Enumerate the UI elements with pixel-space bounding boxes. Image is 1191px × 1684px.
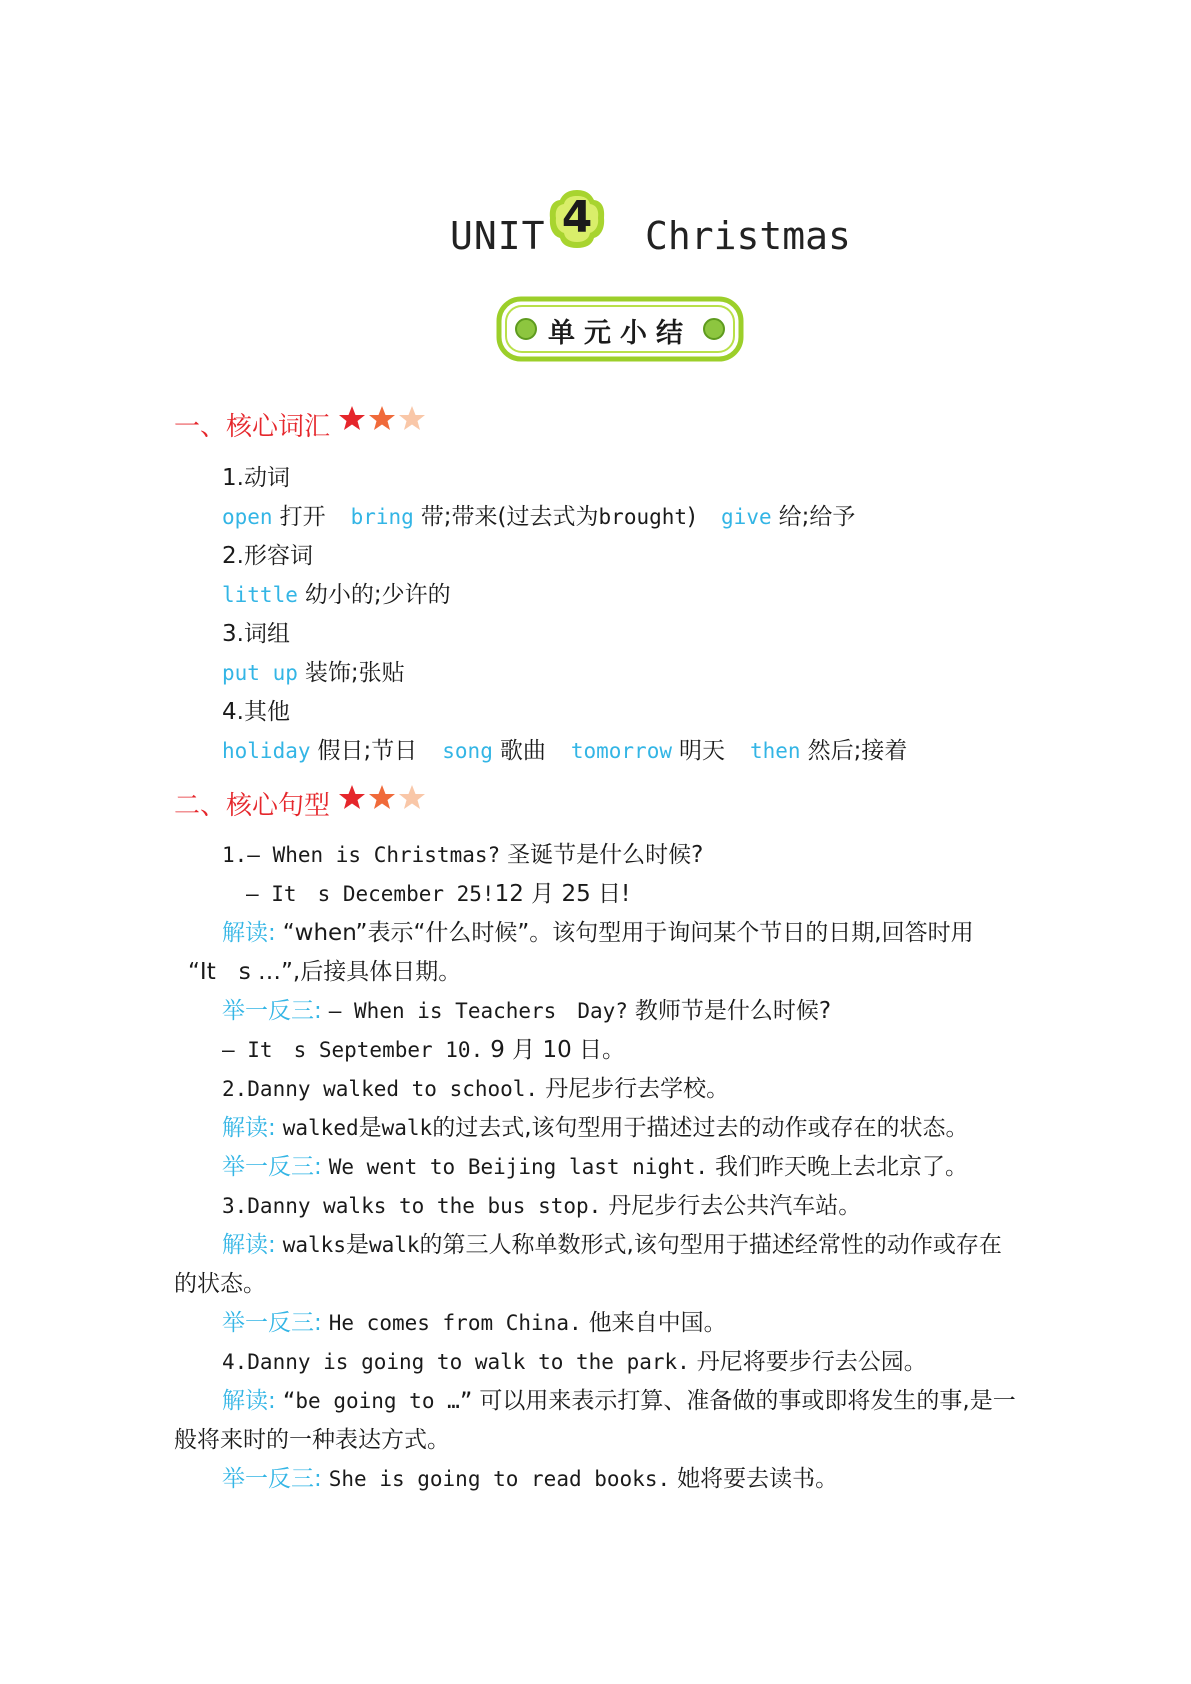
example-label: 举一反三: (222, 1154, 322, 1180)
vocab-word: little (222, 583, 298, 607)
vocab-word: song (442, 739, 493, 763)
sentence-2: 2.Danny walked to school. 丹尼步行去学校。 (222, 1076, 730, 1102)
vocab-word: holiday (222, 739, 311, 763)
sentence-3: 3.Danny walks to the bus stop. 丹尼步行去公共汽车站。 (222, 1193, 862, 1219)
vocab-meaning: 幼小的;少许的 (304, 582, 451, 608)
unit-number: 4 (561, 192, 593, 243)
vocab-word: bring (350, 505, 414, 529)
explain-label: 解读: (222, 1115, 276, 1141)
sentence-2-explain: 解读: walked是walk的过去式,该句型用于描述过去的动作或存在的状态。 (222, 1115, 969, 1141)
sentence-3-explain: 解读: walks是walk的第三人称单数形式,该句型用于描述经常性的动作或存在 (222, 1232, 1002, 1258)
star-rating-vocabulary (338, 404, 434, 436)
vocab-meaning: 带;带来(过去式为 (420, 504, 599, 530)
stars-icon (338, 783, 434, 815)
unit-word: UNIT (450, 214, 546, 258)
vocab-word: give (721, 505, 772, 529)
section-heading-sentences: 二、核心句型 (174, 791, 331, 821)
vocab-meaning: 装饰;张贴 (304, 660, 405, 686)
example-label: 举一反三: (222, 1466, 322, 1492)
sentence-1-example-answer: — It s September 10. 9 月 10 日。 (222, 1037, 626, 1063)
vocab-word: put up (222, 661, 298, 685)
sentence-1-example: 举一反三: — When is Teachers Day? 教师节是什么时候? (222, 998, 832, 1024)
sentence-4-explain: 解读: “be going to …” 可以用来表示打算、准备做的事或即将发生的事,是一 (222, 1388, 1016, 1414)
sentence-3-example: 举一反三: He comes from China. 他来自中国。 (222, 1310, 727, 1336)
sentence-4-example: 举一反三: She is going to read books. 她将要去读书。 (222, 1466, 839, 1492)
sentence-1-explain: 解读: “when”表示“什么时候”。该句型用于询问某个节日的日期,回答时用 (222, 920, 974, 946)
sentence-1-explain-cont: “It s …”,后接具体日期。 (188, 959, 462, 985)
group-label-phrases: 3.词组 (222, 621, 290, 647)
summary-badge (496, 296, 744, 362)
sentence-1-answer: — It s December 25!12 月 25 日! (246, 881, 631, 907)
stars-icon (338, 404, 434, 436)
group-label-verbs: 1.动词 (222, 465, 290, 491)
vocab-meaning: 给;给予 (778, 504, 856, 530)
vocab-meaning-en: brought (598, 505, 688, 529)
vocab-word: open (222, 505, 273, 529)
vocab-meaning: 打开 (279, 504, 326, 530)
vocab-meaning: 明天 (679, 738, 725, 764)
vocab-row-adjectives (222, 580, 451, 611)
unit-number-badge (548, 188, 606, 250)
star-rating-sentences (338, 783, 434, 815)
vocab-row-others (222, 736, 907, 767)
sentence-4: 4.Danny is going to walk to the park. 丹尼将要步行去公园。 (222, 1349, 927, 1375)
vocab-row-verbs: open 打开 bring 带;带来(过去式为brought) give 给;给予 (222, 504, 856, 530)
group-label-others: 4.其他 (222, 699, 290, 725)
group-label-adjectives: 2.形容词 (222, 543, 313, 569)
sentence-4-explain-cont: 般将来时的一种表达方式。 (174, 1427, 450, 1453)
unit-title (0, 188, 1191, 268)
sentence-2-example: 举一反三: We went to Beijing last night. 我们昨天晚上去北京了。 (222, 1154, 969, 1180)
vocab-meaning: 歌曲 (499, 738, 546, 764)
vocab-word: tomorrow (570, 739, 672, 763)
explain-label: 解读: (222, 1388, 276, 1414)
explain-label: 解读: (222, 1232, 276, 1258)
vocab-meaning: 然后;接着 (807, 738, 908, 764)
vocab-word: then (750, 739, 801, 763)
vocab-meaning: 假日;节日 (317, 738, 418, 764)
section-heading-vocabulary: 一、核心词汇 (174, 412, 331, 442)
vocab-row-phrases (222, 658, 405, 689)
sentence-3-explain-cont: 的状态。 (174, 1271, 266, 1297)
example-label: 举一反三: (222, 998, 322, 1024)
sentence-1-question: 1.— When is Christmas? 圣诞节是什么时候? (222, 842, 704, 868)
example-label: 举一反三: (222, 1310, 322, 1336)
explain-label: 解读: (222, 920, 276, 946)
unit-name: Christmas (645, 214, 851, 258)
summary-label: 单元小结 (548, 318, 692, 349)
